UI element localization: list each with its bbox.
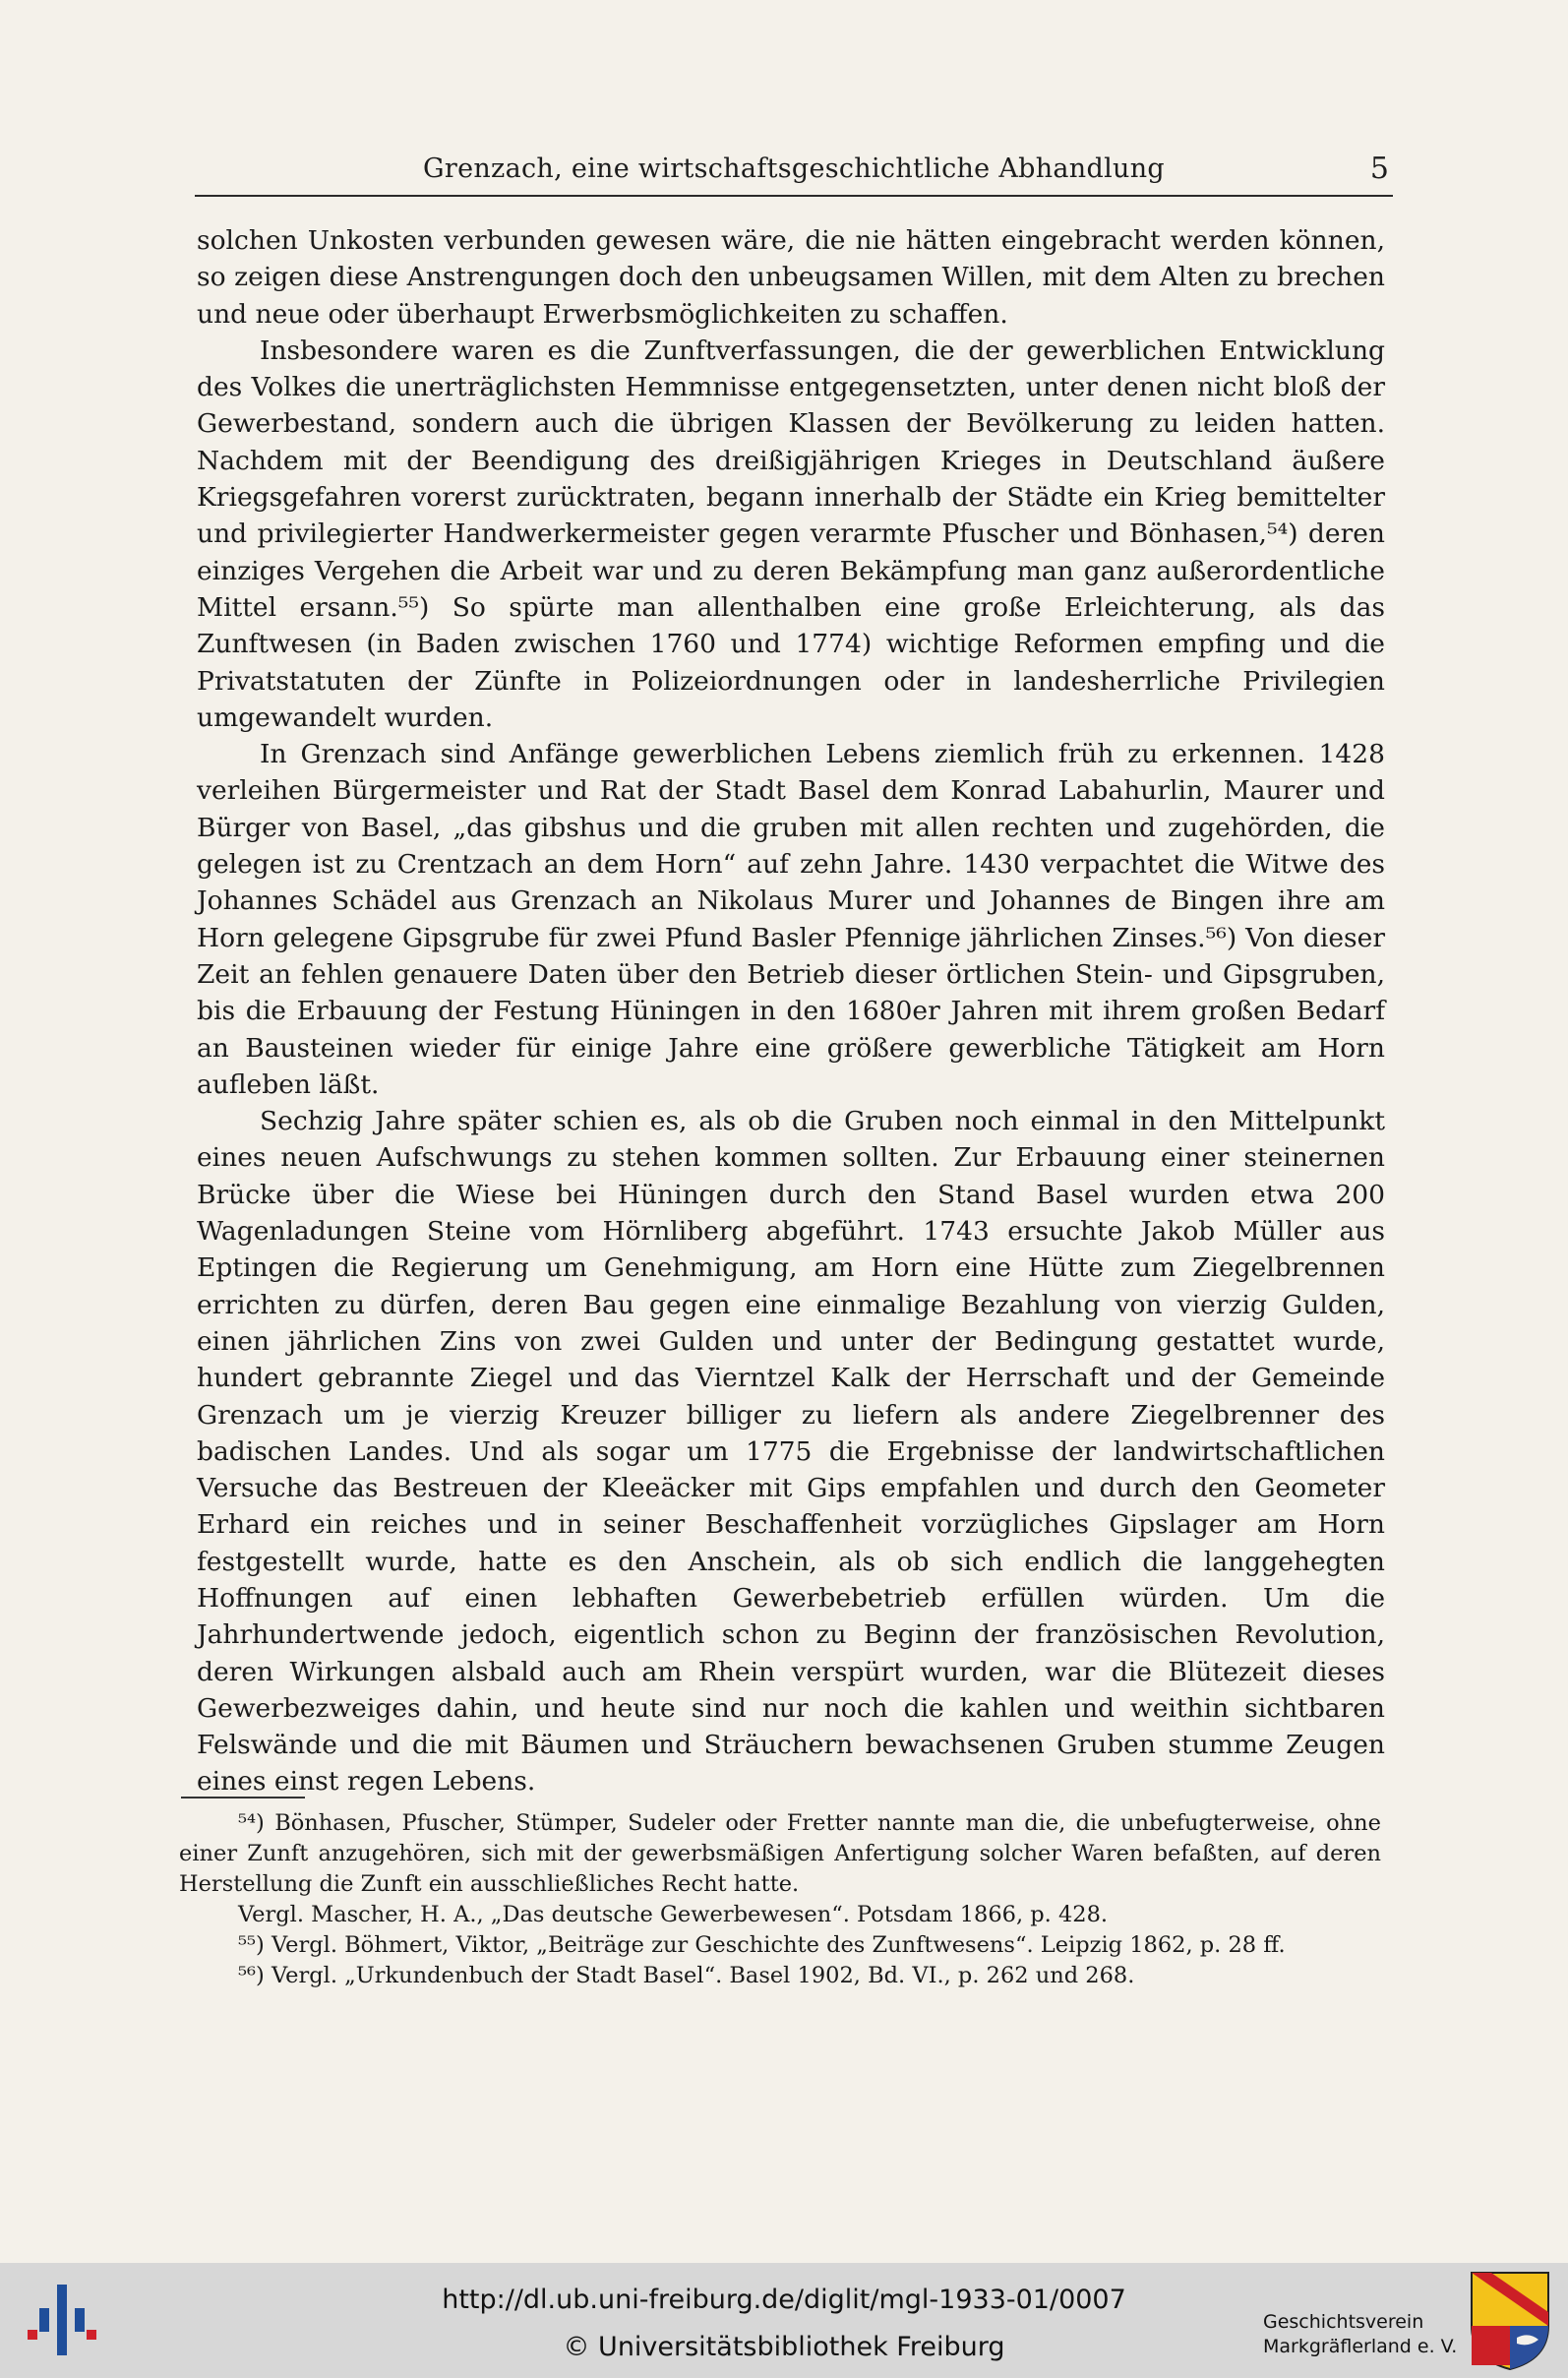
footnote: ⁵⁴) Bönhasen, Pfuscher, Stümper, Sudeler oder Fretter nannte man die, die unbefugterweise, ohne einer Zunft anzugehören, sich mit der gewerbsmäßigen Anfertigung solcher Waren befaßten, auf deren Herstellung die Zunft ein ausschließliches Recht hatte.	[179, 1810, 1381, 1897]
society-line-1: Geschichtsverein	[1263, 2311, 1424, 2333]
footnote: ⁵⁵) Vergl. Böhmert, Viktor, „Beiträge zur Geschichte des Zunftwesens“. Leipzig 1862, p. 28 ff.	[238, 1932, 1286, 1958]
footnote: ⁵⁶) Vergl. „Urkundenbuch der Stadt Basel“. Basel 1902, Bd. VI., p. 262 und 268.	[238, 1963, 1135, 1988]
markgraeflerland-crest-icon[interactable]	[1468, 2269, 1552, 2371]
society-name	[1263, 2310, 1460, 2359]
society-line-2: Markgräflerland e. V.	[1263, 2336, 1458, 2357]
paragraph: Sechzig Jahre später schien es, als ob die Gruben noch einmal in den Mittelpunkt eines neuen Aufschwungs zu stehen kommen sollten. Zur Erbauung einer steinernen Brücke über die Wiese bei Hüningen durch den Stand Basel wurden etwa 200 Wagenladungen Steine vom Hörnliberg abgeführt. 1743 ersuchte Jakob Müller aus Eptingen die Regierung um Genehmigung, am Horn eine Hütte zum Ziegelbrennen errichten zu dürfen, deren Bau gegen eine einmalige Bezahlung von vierzig Gulden, einen jährlichen Zins von zwei Gulden und unter der Bedingung gestattet wurde, hundert gebrannte Ziegel und das Vierntzel Kalk der Herrschaft und der Gemeinde Grenzach um je vierzig Kreuzer billiger zu liefern als andere Ziegelbrenner des badischen Landes. Und als sogar um 1775 die Ergebnisse der landwirtschaftlichen Versuche das Bestreuen der Kleeäcker mit Gips empfahlen und durch den Geometer Erhard ein reiches und in seiner Beschaffenheit vorzügliches Gipslager am Horn festgestellt wurde, hatte es den Anschein, als ob sich endlich die langgehegten Hoffnungen auf einen lebhaften Gewerbebetrieb erfüllen würden. Um die Jahrhundertwende jedoch, eigentlich schon zu Beginn der französischen Revolution, deren Wirkungen alsbald auch am Rhein verspürt wurden, war die Blütezeit dieses Gewerbezweiges dahin, und heute sind nur noch die kahlen und weithin sichtbaren Felswände und die mit Bäumen und Sträuchern bewachsenen Gruben stumme Zeugen eines einst regen Lebens.	[197, 1106, 1385, 1798]
footnote-divider	[181, 1797, 305, 1799]
footnote: Vergl. Mascher, H. A., „Das deutsche Gewerbewesen“. Potsdam 1866, p. 428.	[238, 1902, 1109, 1927]
footnotes	[179, 1808, 1381, 1991]
permalink-url[interactable]: http://dl.ub.uni-freiburg.de/diglit/mgl-1933-01/0007	[442, 2285, 1126, 2315]
running-head-title: Grenzach, eine wirtschaftsgeschichtliche Abhandlung	[423, 153, 1165, 184]
copyright-notice: © Universitätsbibliothek Freiburg	[563, 2332, 1005, 2362]
viewer-footer-bar	[0, 2263, 1568, 2378]
paragraph: In Grenzach sind Anfänge gewerblichen Lebens ziemlich früh zu erkennen. 1428 verleihen Bürgermeister und Rat der Stadt Basel dem Konrad Labahurlin, Maurer und Bürger von Basel, „das gibshus und die gruben mit allen rechten und zugehörden, die gelegen ist zu Crentzach an dem Horn“ auf zehn Jahre. 1430 verpachtet die Witwe des Johannes Schädel aus Grenzach an Nikolaus Murer und Johannes de Bingen ihre am Horn gelegene Gipsgrube für zwei Pfund Basler Pfennige jährlichen Zinses.⁵⁶) Von dieser Zeit an fehlen genauere Daten über den Betrieb dieser örtlichen Stein- und Gipsgruben, bis die Erbauung der Festung Hüningen in den 1680er Jahren mit ihrem großen Bedarf an Bausteinen wieder für einige Jahre eine größere gewerbliche Tätigkeit am Horn aufleben läßt.	[197, 739, 1385, 1100]
page-number: 5	[1369, 152, 1389, 186]
body-text	[197, 222, 1385, 1800]
running-head	[195, 148, 1393, 197]
paragraph: solchen Unkosten verbunden gewesen wäre, die nie hätten eingebracht werden können, so zeigen diese Anstrengungen doch den unbeugsamen Willen, mit dem Alten zu brechen und neue oder überhaupt Erwerbsmöglichkeiten zu schaffen.	[197, 225, 1385, 330]
paragraph: Insbesondere waren es die Zunftverfassungen, die der gewerblichen Entwicklung des Volkes die unerträglichsten Hemmnisse entgegensetzten, unter denen nicht bloß der Gewerbestand, sondern auch die übrigen Klassen der Bevölkerung zu leiden hatten. Nachdem mit der Beendigung des dreißigjährigen Krieges in Deutschland äußere Kriegsgefahren vorerst zurücktraten, begann innerhalb der Städte ein Krieg bemittelter und privilegierter Handwerkermeister gegen verarmte Pfuscher und Bönhasen,⁵⁴) deren einziges Vergehen die Arbeit war und zu deren Bekämpfung man ganz außerordentliche Mittel ersann.⁵⁵) So spürte man allenthalben eine große Erleichterung, als das Zunftwesen (in Baden zwischen 1760 und 1774) wichtige Reformen empfing und die Privatstatuten der Zünfte in Polizeiordnungen oder in landesherrliche Privilegien umgewandelt wurden.	[197, 335, 1385, 733]
